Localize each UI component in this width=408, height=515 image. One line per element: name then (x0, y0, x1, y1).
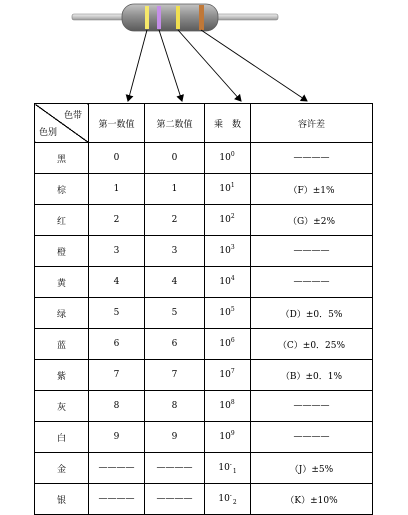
color-name-cell: 灰 (35, 391, 89, 422)
arrow-band-2 (159, 30, 182, 101)
arrow-band-3 (178, 30, 241, 101)
header-tolerance: 容许差 (251, 104, 373, 143)
tolerance-cell: （G）±2% (251, 205, 373, 236)
tolerance-cell: ———— (251, 236, 373, 267)
multiplier-base: 10 (219, 277, 231, 287)
table-row (35, 143, 373, 174)
lead-wire-right (214, 14, 278, 20)
multiplier-power (219, 246, 235, 256)
multiplier-exponent: 0 (230, 151, 235, 158)
second-digit-cell: ———— (145, 484, 205, 515)
multiplier-cell (205, 267, 251, 298)
table-row (35, 391, 373, 422)
first-digit-cell: 7 (89, 360, 145, 391)
multiplier-power (219, 370, 235, 380)
multiplier-base: 10 (219, 153, 231, 163)
arrow-band-4 (201, 30, 307, 101)
second-digit-cell: 9 (145, 422, 205, 453)
multiplier-power (218, 463, 236, 473)
color-band-4 (199, 5, 204, 30)
second-digit-cell: 4 (145, 267, 205, 298)
multiplier-exponent-digit: 1 (232, 468, 237, 475)
second-digit-cell: 3 (145, 236, 205, 267)
color-code-table (34, 103, 373, 515)
color-band-2 (157, 6, 161, 29)
color-name-cell: 金 (35, 453, 89, 484)
color-name-cell: 白 (35, 422, 89, 453)
tolerance-cell: ———— (251, 422, 373, 453)
multiplier-cell (205, 174, 251, 205)
multiplier-power (219, 215, 235, 225)
multiplier-cell (205, 143, 251, 174)
first-digit-cell: 8 (89, 391, 145, 422)
multiplier-power (218, 494, 236, 504)
second-digit-cell: 6 (145, 329, 205, 360)
second-digit-cell: 8 (145, 391, 205, 422)
table-row (35, 484, 373, 515)
multiplier-base: 10 (219, 401, 231, 411)
multiplier-base: 10 (219, 184, 231, 194)
first-digit-cell: 3 (89, 236, 145, 267)
tolerance-cell: （D）±0．5% (251, 298, 373, 329)
multiplier-cell (205, 205, 251, 236)
first-digit-cell: ———— (89, 453, 145, 484)
multiplier-base: 10 (219, 432, 231, 442)
multiplier-cell (205, 484, 251, 515)
multiplier-exponent: 8 (230, 399, 235, 406)
tolerance-cell: （C）±0．25% (251, 329, 373, 360)
header-first-digit: 第一数值 (89, 104, 145, 143)
second-digit-cell: 2 (145, 205, 205, 236)
table-row (35, 422, 373, 453)
multiplier-cell (205, 453, 251, 484)
second-digit-cell: 5 (145, 298, 205, 329)
tolerance-cell: （K）±10% (251, 484, 373, 515)
header-corner-top: 色带 (63, 111, 82, 121)
color-name-cell: 红 (35, 205, 89, 236)
color-name-cell: 蓝 (35, 329, 89, 360)
second-digit-cell: 7 (145, 360, 205, 391)
first-digit-cell: 4 (89, 267, 145, 298)
second-digit-cell: 0 (145, 143, 205, 174)
table-row (35, 453, 373, 484)
first-digit-cell: 6 (89, 329, 145, 360)
first-digit-cell: 9 (89, 422, 145, 453)
color-name-cell: 橙 (35, 236, 89, 267)
table-row (35, 360, 373, 391)
arrow-band-1 (128, 30, 147, 101)
table-row (35, 267, 373, 298)
multiplier-power (219, 277, 235, 287)
multiplier-power (219, 339, 235, 349)
multiplier-base: 10 (219, 246, 231, 256)
multiplier-exponent: 7 (230, 368, 235, 375)
color-name-cell: 银 (35, 484, 89, 515)
multiplier-cell (205, 422, 251, 453)
color-name-cell: 绿 (35, 298, 89, 329)
header-corner-cell (35, 104, 89, 143)
multiplier-cell (205, 329, 251, 360)
first-digit-cell: 0 (89, 143, 145, 174)
color-name-cell: 黑 (35, 143, 89, 174)
multiplier-exponent: - (229, 492, 232, 499)
table-row (35, 298, 373, 329)
multiplier-base: 10 (219, 339, 231, 349)
second-digit-cell: 1 (145, 174, 205, 205)
tolerance-cell: ———— (251, 143, 373, 174)
color-band-1 (145, 6, 149, 29)
first-digit-cell: 5 (89, 298, 145, 329)
table-row (35, 205, 373, 236)
first-digit-cell: ———— (89, 484, 145, 515)
multiplier-exponent: - (229, 461, 232, 468)
multiplier-power (219, 432, 235, 442)
table-header-row (35, 104, 373, 143)
color-band-3 (176, 6, 180, 29)
lead-wire-left (72, 14, 128, 20)
multiplier-exponent: 9 (230, 430, 235, 437)
multiplier-power (219, 308, 235, 318)
multiplier-exponent-digit: 2 (232, 499, 237, 506)
multiplier-power (219, 401, 235, 411)
multiplier-power (219, 184, 235, 194)
color-name-cell: 黄 (35, 267, 89, 298)
tolerance-cell: （F）±1% (251, 174, 373, 205)
multiplier-exponent: 4 (230, 275, 235, 282)
multiplier-base: 10 (219, 370, 231, 380)
multiplier-power (219, 153, 235, 163)
resistor-diagram (0, 0, 408, 110)
multiplier-cell (205, 236, 251, 267)
multiplier-base: 10 (218, 494, 230, 504)
multiplier-exponent: 5 (230, 306, 235, 313)
multiplier-exponent: 3 (230, 244, 235, 251)
multiplier-exponent: 1 (230, 182, 235, 189)
multiplier-cell (205, 298, 251, 329)
multiplier-cell (205, 360, 251, 391)
second-digit-cell: ———— (145, 453, 205, 484)
table-row (35, 174, 373, 205)
header-second-digit: 第二数值 (145, 104, 205, 143)
first-digit-cell: 2 (89, 205, 145, 236)
multiplier-exponent: 6 (230, 337, 235, 344)
multiplier-base: 10 (219, 308, 231, 318)
table-row (35, 236, 373, 267)
table-row (35, 329, 373, 360)
tolerance-cell: ———— (251, 267, 373, 298)
multiplier-base: 10 (219, 215, 231, 225)
color-name-cell: 棕 (35, 174, 89, 205)
header-corner-bottom: 色别 (39, 128, 58, 138)
tolerance-cell: ———— (251, 391, 373, 422)
multiplier-base: 10 (218, 463, 230, 473)
tolerance-cell: （J）±5% (251, 453, 373, 484)
first-digit-cell: 1 (89, 174, 145, 205)
multiplier-exponent: 2 (230, 213, 235, 220)
header-multiplier: 乘 数 (205, 104, 251, 143)
tolerance-cell: （B）±0．1% (251, 360, 373, 391)
color-name-cell: 紫 (35, 360, 89, 391)
multiplier-cell (205, 391, 251, 422)
table-body (35, 143, 373, 515)
